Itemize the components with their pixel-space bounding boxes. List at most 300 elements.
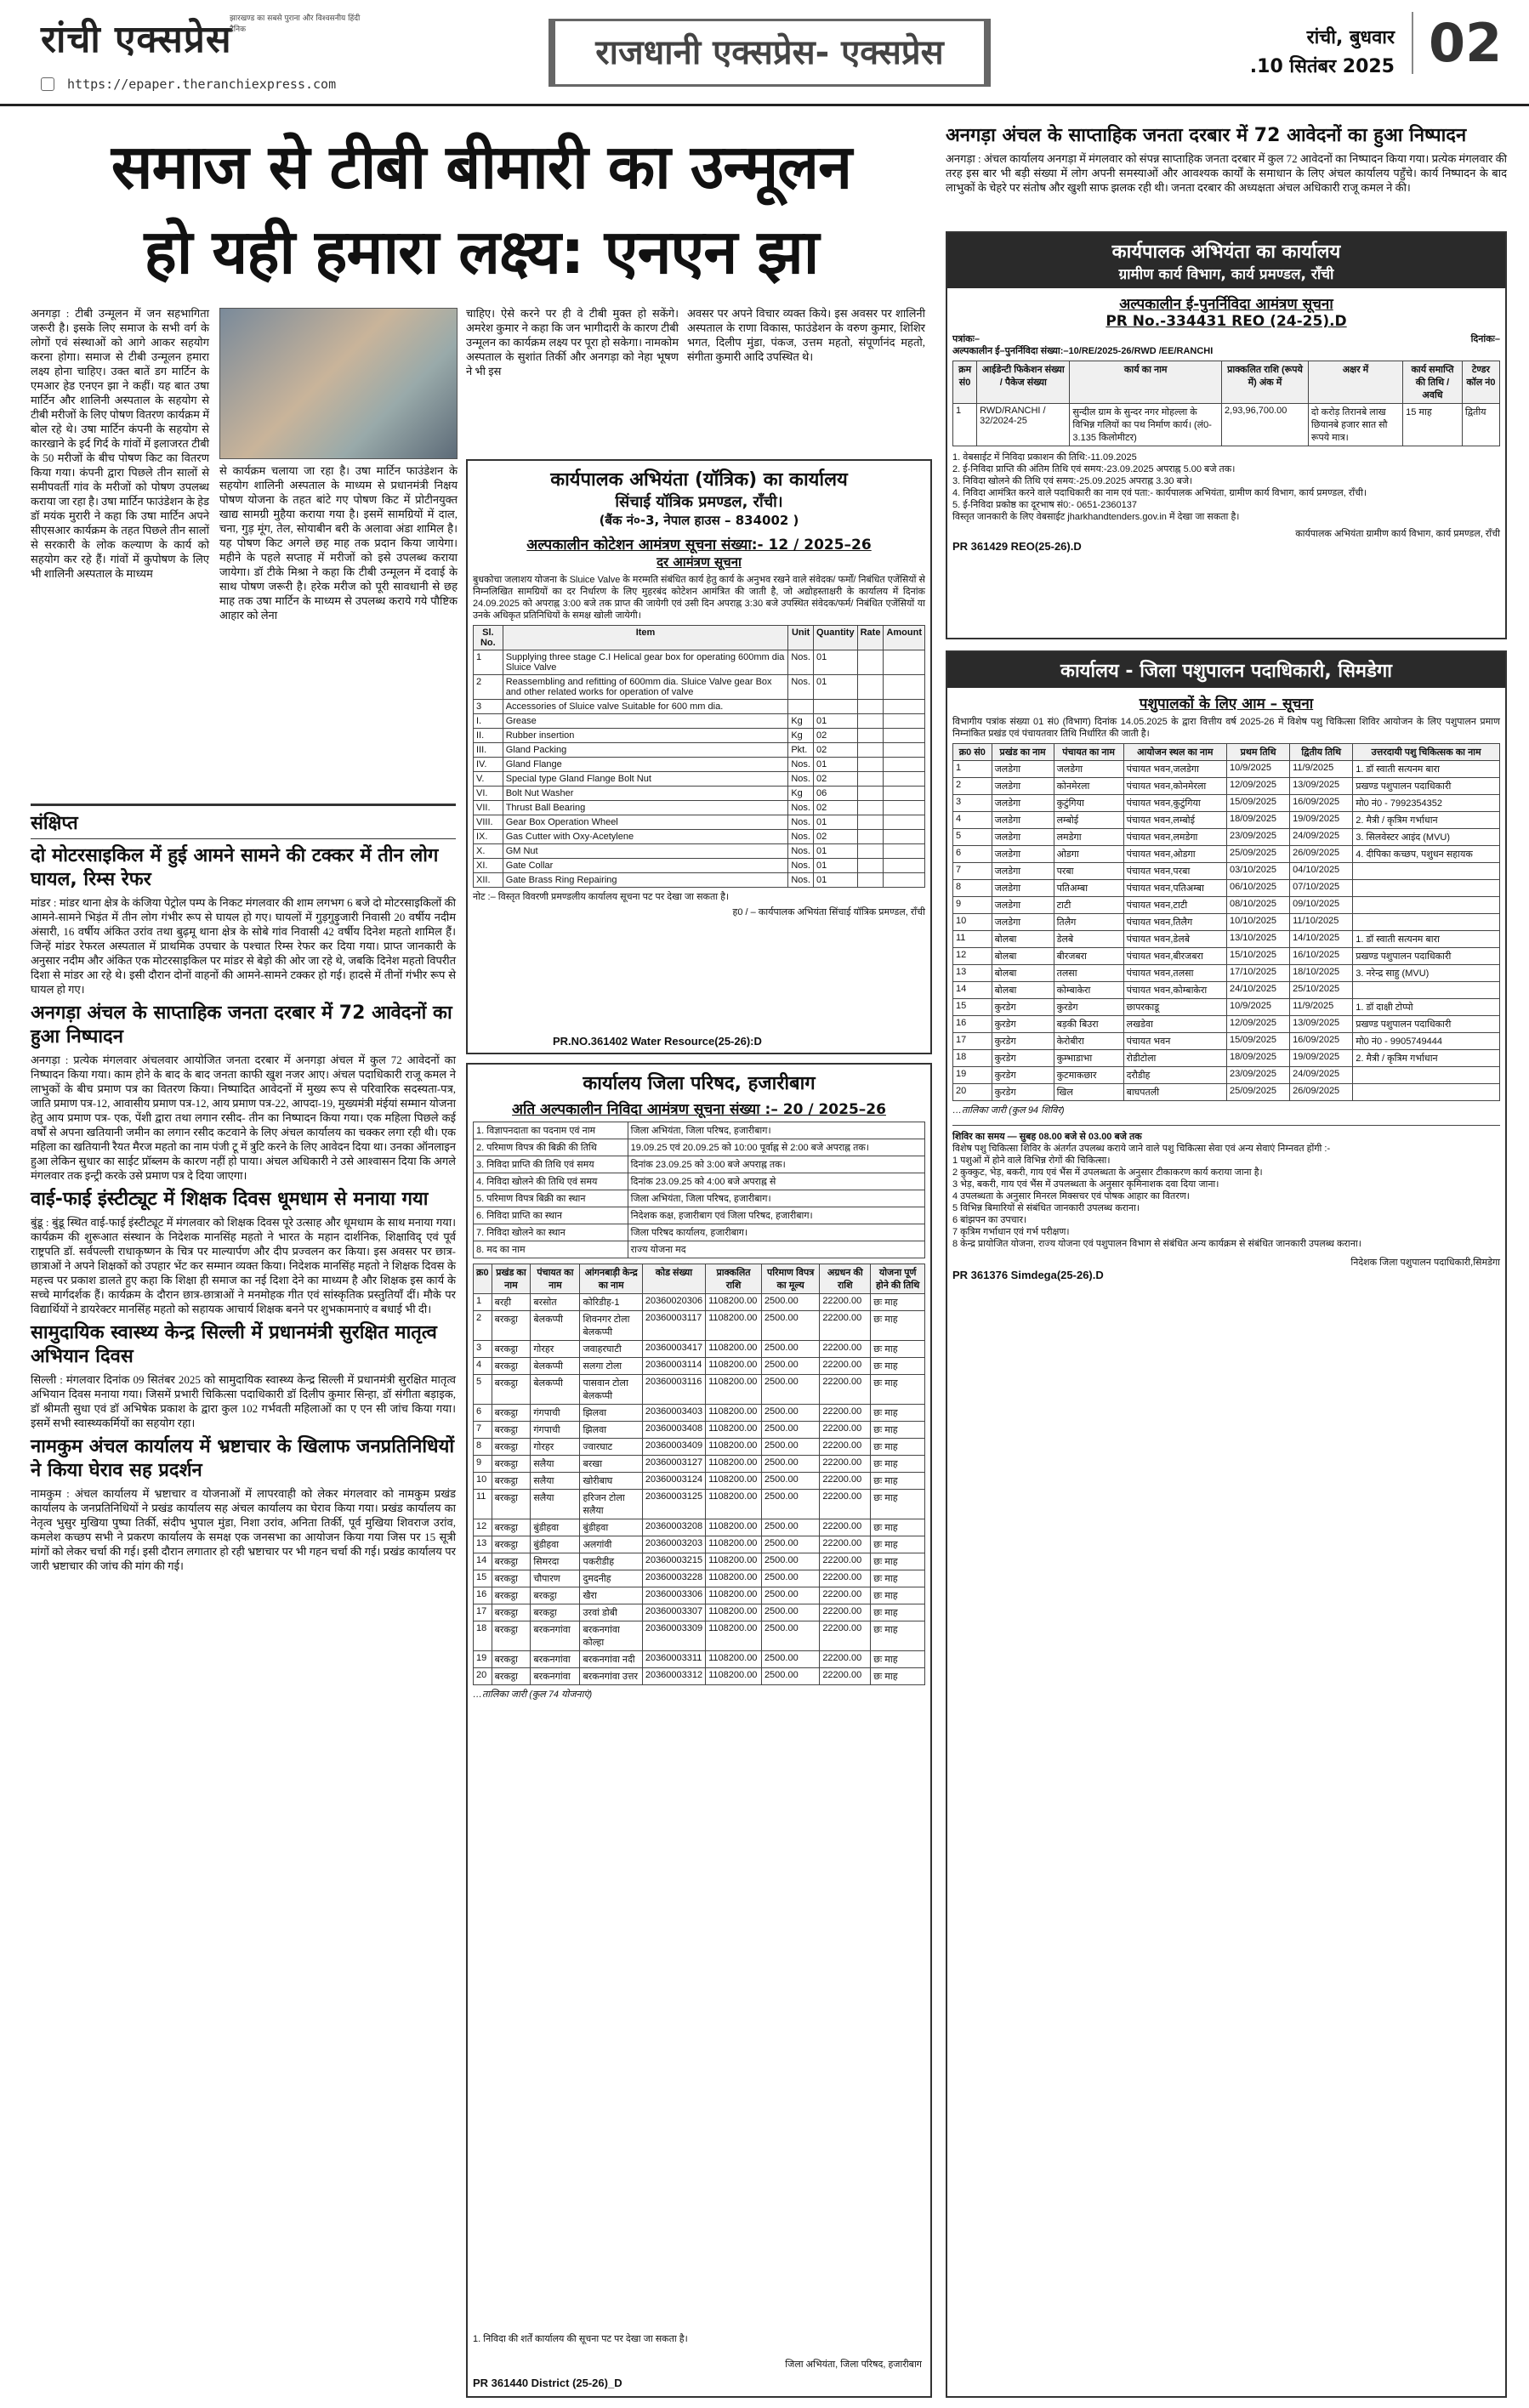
zila-cell: 20360003307 [642,1604,705,1621]
zila-cell: 2500.00 [761,1604,819,1621]
epaper-url[interactable] [41,77,336,92]
zila-cell: 11 [474,1490,492,1519]
ad-zila-footer-note: 1. निविदा की शर्तें कार्यालय की सूचना पट पर देखा जा सकता है। [473,2334,688,2344]
pashu-cell: केरोबीरा [1054,1033,1123,1050]
zila-cell: 1108200.00 [706,1604,762,1621]
zila-detail-label: 5. परिमाण विपत्र बिक्री का स्थान [474,1190,628,1207]
zila-cell: छः माह [871,1341,925,1358]
cot-cell [884,700,925,714]
zila-header: परिमाण विपत्र का मूल्य [761,1264,819,1294]
pashu-cell: 07/10/2025 [1290,880,1353,897]
right-top-body: अनगड़ा : अंचल कार्यालय अनगड़ा में मंगलवार को संपन्न साप्ताहिक जनता दरबार में कुल 72 आवेदनों का निष्पादन किया गया। प्रत्येक मंगलवार की तरह इस बार भी बड़ी संख्या में लोग अपनी समस्याओं और आवश्यक कार्यों के समाधान के लिए अंचल कार्यालय पहुँचे। कार्य निष्पादन के बाद लाभुकों के चेहरे पर संतोष और खुशी साफ झलक रही थी। जनता दरबार की अध्यक्षता अंचल अधिकारी राजू कमल ने की। [946,152,1507,194]
cot-cell: 02 [813,729,857,743]
cot-cell: Nos. [788,873,814,888]
zila-cell: गंगपाची [531,1405,580,1422]
logo-tagline: झारखण्ड का सबसे पुराना और विश्वसनीय हिंदी दैनिक [230,14,361,34]
pashu-cell: 03/10/2025 [1227,863,1290,880]
zila-cell: बरकट्ठा [492,1439,531,1456]
section-banner: राजधानी एक्सप्रेस- एक्सप्रेस [549,19,991,87]
zila-detail-row [474,1224,925,1241]
zila-cell: 17 [474,1604,492,1621]
zila-cell: छः माह [871,1422,925,1439]
pashu-cell: 26/09/2025 [1290,1084,1353,1101]
rwd-header: कार्य का नाम [1070,361,1222,404]
pashu-cell: बड़की बिउरा [1054,1016,1123,1033]
cot-row [474,815,925,830]
zila-detail-value: निदेशक कक्ष, हजारीबाग एवं जिला परिषद, हजारीबाग। [628,1207,924,1224]
brief-body: सिल्ली : मंगलवार दिनांक 09 सितंबर 2025 को सामुदायिक स्वास्थ्य केन्द्र सिल्ली में प्रधानमंत्री सुरक्षित मातृत्व अभियान दिवस मनाया गया। जिसमें प्रभारी चिकित्सा पदाधिकारी डॉ दिलीप कुमार सिन्हा, डॉ संगीता बड़ाइक, डॉ श्रीमती सुधा एवं डॉ अभिषेक प्रकाश के द्वारा कुल 102 गर्भवती महिलाओं का ए एन सी जांच किया गया। इसमें सभी स्वास्थ्यकर्मियों का सहयोग रहा। [31,1373,456,1429]
rwd-point: 5. ई-निविदा प्रकोष्ठ का दूरभाष सं0:- 0651-2360137 [952,500,1138,510]
zila-cell: बरकनगांवा [531,1651,580,1668]
pashu-cell: प्रखण्ड पशुपालन पदाधिकारी [1353,948,1500,965]
zila-cell: 15 [474,1570,492,1587]
zila-cell: गोरहर [531,1341,580,1358]
ad-rwd-ref: PR 361429 REO(25-26).D [952,540,1082,553]
pashu-cell: कुरडेग [992,1033,1054,1050]
pashu-point: 4 उपलब्धता के अनुसार मिनरल मिक्सचर एवं पोषक आहार का वितरण। [952,1191,1190,1201]
cot-cell: 01 [813,675,857,700]
zila-cell: सलैया [531,1490,580,1519]
cot-cell: Gas Cutter with Oxy-Acetylene [503,830,788,844]
ad-pashu-ref: PR 361376 Simdega(25-26).D [952,1269,1104,1281]
cot-cell: 01 [813,844,857,859]
cot-cell [884,859,925,873]
pashu-point: 1 पशुओं में होने वाले विभिन्न रोगों की चिकित्सा। [952,1156,1111,1166]
zila-detail-label: 3. निविदा प्राप्ति की तिथि एवं समय [474,1156,628,1173]
lead-photo [219,308,458,459]
cot-cell [857,772,884,787]
pashu-cell [1353,982,1500,999]
pashu-cell: 16/09/2025 [1290,795,1353,812]
cot-header: Unit [788,626,814,650]
zila-cell: 10 [474,1473,492,1490]
pashu-row [953,914,1500,931]
rwd-point: 2. ई-निविदा प्राप्ति की अंतिम तिथि एवं समय:-23.09.2025 अपराह्न 5.00 बजे तक। [952,464,1236,474]
zila-cell: 22200.00 [820,1536,871,1553]
zila-detail-label: 2. परिमाण विपत्र की बिक्री की तिथि [474,1139,628,1156]
pashu-cell [1353,914,1500,931]
pashu-cell: परबा [1054,863,1123,880]
zila-header: आंगनबाड़ी केन्द्र का नाम [580,1264,642,1294]
cot-cell [857,815,884,830]
zila-cell: 22200.00 [820,1604,871,1621]
ad-pashu-table [952,743,1500,1101]
brief-title: दो मोटरसाइकिल में हुई आमने सामने की टक्कर में तीन लोग घायल, रिम्स रेफर [31,845,439,890]
ad-irrigation-note: नोट :– विस्तृत विवरणी प्रमण्डलीय कार्यालय सूचना पट पर देखा जा सकता है। [473,892,730,902]
zila-cell: 20360003125 [642,1490,705,1519]
pashu-cell: जलडेगा [992,914,1054,931]
cot-header: Sl. No. [474,626,503,650]
pashu-cell: 11/9/2025 [1290,761,1353,778]
pashu-header: प्रथम तिथि [1227,744,1290,761]
pashu-cell: कुरडेग [992,1016,1054,1033]
zila-cell: बरकट्ठा [492,1490,531,1519]
rwd-point: 1. वेबसाईट में निविदा प्रकाशन की तिथि:-11.09.2025 [952,452,1137,463]
pashu-cell: 5 [953,829,992,846]
pashu-cell: 8 [953,880,992,897]
zila-cell: छः माह [871,1490,925,1519]
cot-row [474,873,925,888]
cot-cell: 01 [813,650,857,675]
pashu-cell: तिलैग [1054,914,1123,931]
pashu-cell: बोलबा [992,931,1054,948]
pashu-cell: 12 [953,948,992,965]
pashu-cell: 3. नरेन्द्र साहु (MVU) [1353,965,1500,982]
zila-cell: 2500.00 [761,1651,819,1668]
zila-cell: 22200.00 [820,1439,871,1456]
pashu-cell: 13/09/2025 [1290,1016,1353,1033]
pashu-cell: 18/10/2025 [1290,965,1353,982]
pashu-cell: कुरडेग [992,1084,1054,1101]
cot-row [474,700,925,714]
zila-cell: छः माह [871,1375,925,1405]
cot-cell: 06 [813,787,857,801]
pashu-cell: 13 [953,965,992,982]
cot-cell: Nos. [788,801,814,815]
pashu-cell: जलडेगा [992,846,1054,863]
pashu-cell: 14/10/2025 [1290,931,1353,948]
zila-cell: 22200.00 [820,1405,871,1422]
cot-header: Amount [884,626,925,650]
pashu-point: 3 भेड़, बकरी, गाय एवं भैंस में उपलब्धता के अनुसार कृमिनाशक दवा दिया जाना। [952,1179,1219,1190]
zila-cell: 22200.00 [820,1668,871,1685]
pashu-cell: कुम्भाडाभा [1054,1050,1123,1067]
zila-cell: 2500.00 [761,1473,819,1490]
pashu-cell: बीरजबरा [1054,948,1123,965]
zila-cell: छः माह [871,1456,925,1473]
cot-cell [857,650,884,675]
zila-cell: छः माह [871,1668,925,1685]
cot-cell: Reassembling and refitting of 600mm dia. Sluice Valve gear Box and other related works for operation of valve [503,675,788,700]
cot-row [474,743,925,758]
zila-row [474,1570,925,1587]
zila-cell: बरकट्ठा [492,1604,531,1621]
pashu-cell: जलडेगा [992,812,1054,829]
cot-cell: VII. [474,801,503,815]
cot-cell [884,787,925,801]
zila-header: अग्रधन की राशि [820,1264,871,1294]
brief-item [31,844,456,997]
pashu-cell: कुरडेग [992,999,1054,1016]
rwd-point: विस्तृत जानकारी के लिए वेबसाईट jharkhandtenders.gov.in में देखा जा सकता है। [952,512,1240,522]
zila-cell: 22200.00 [820,1473,871,1490]
lead-col-2: से कार्यक्रम चलाया जा रहा है। उषा मार्टिन फाउंडेशन के सहयोग शालिनी अस्पताल के माध्यम से प्रधानमंत्री निक्षय पोषण योजना के तहत बांटे गए पोषण किट में प्रोटीनयुक्त खाद्य सामग्री मुहैया कराया गया है। इसमें सामग्रियों में दाल, चना, गुड़ मूंग, तेल, सोयाबीन बरी के अलावा अंडा शामिल है। यह पोषण किट अगले छह माह तक प्रदान किया जायेगा। महीने के पहले सप्ताह में मरीजों को इसे उपलब्ध कराया जायेगा। डॉ टीके मिश्रा ने कहा कि टीबी उन्मूलन में दवाई के साथ पोषण जरूरी है। हरेक मरीज को पूरी सावधानी से छह माह तक उषा मार्टिन के माध्यम से उपलब्ध कराये गये पौष्टिक आहार को लेना [219,464,458,622]
zila-cell: उरवां डोबी [580,1604,642,1621]
cot-cell: Rubber insertion [503,729,788,743]
zila-cell: छः माह [871,1405,925,1422]
pashu-cell: 2 [953,778,992,795]
zila-cell: गंगपाची [531,1422,580,1439]
zila-cell: 22200.00 [820,1422,871,1439]
cot-cell: Accessories of Sluice valve Suitable for 600 mm dia. [503,700,788,714]
zila-cell: बरकनगांवा उत्तर [580,1668,642,1685]
cot-row [474,772,925,787]
pashu-cell: 23/09/2025 [1227,829,1290,846]
zila-cell: 1 [474,1294,492,1311]
zila-cell: बरकट्ठा [492,1570,531,1587]
pashu-cell: बोलबा [992,965,1054,982]
pashu-cell: 3. सिलवेस्टर आइंद (MVU) [1353,829,1500,846]
pashu-cell: पंचायत भवन,कोम्बाकेरा [1123,982,1226,999]
zila-row [474,1439,925,1456]
pashu-cell: पंचायत भवन [1123,1033,1226,1050]
pashu-cell: कुरडेग [992,1050,1054,1067]
cot-cell: Nos. [788,830,814,844]
pashu-cell: कोम्बाकेरा [1054,982,1123,999]
zila-cell: 22200.00 [820,1294,871,1311]
ad-rwd-title: कार्यपालक अभियंता का कार्यालय [1111,241,1341,263]
cot-cell [884,830,925,844]
cot-cell: IV. [474,758,503,772]
cot-cell [884,772,925,787]
pashu-cell: 11 [953,931,992,948]
pashu-cell: दरौडीह [1123,1067,1226,1084]
cot-cell: V. [474,772,503,787]
rwd-cell: सुन्दील ग्राम के सुन्दर नगर मोहल्ला के विभिन्न गलियों का पथ निर्माण कार्य। (लं0-3.135 किलोमीटर) [1070,404,1222,446]
cot-cell: III. [474,743,503,758]
pashu-cell: रोडीटोला [1123,1050,1226,1067]
zila-cell: 2500.00 [761,1587,819,1604]
cot-row [474,787,925,801]
zila-cell: 20 [474,1668,492,1685]
zila-cell: 18 [474,1621,492,1651]
cot-cell [813,700,857,714]
pashu-cell: 12/09/2025 [1227,778,1290,795]
epaper-url-text[interactable]: https://epaper.theranchiexpress.com [67,77,337,92]
ad-zila-details [473,1122,925,1258]
zila-cell: 3 [474,1341,492,1358]
zila-cell: 1108200.00 [706,1405,762,1422]
pashu-cell: 24/09/2025 [1290,829,1353,846]
ad-irrigation-title: कार्यपालक अभियंता (यॉत्रिक) का कार्यालय [550,469,848,491]
pashu-row [953,846,1500,863]
zila-header: क्र0 [474,1264,492,1294]
pashu-cell: 26/09/2025 [1290,846,1353,863]
pashu-header: उत्तरदायी पशु चिकित्सक का नाम [1353,744,1500,761]
rwd-point: 3. निविदा खोलने की तिथि एवं समय:-25.09.2025 अपराह्न 3.30 बजे। [952,476,1193,486]
zila-detail-row [474,1173,925,1190]
pashu-row [953,948,1500,965]
zila-row [474,1604,925,1621]
zila-cell: 2500.00 [761,1570,819,1587]
zila-cell: 2500.00 [761,1375,819,1405]
zila-row [474,1519,925,1536]
zila-row [474,1294,925,1311]
zila-cell: खोरीबाघ [580,1473,642,1490]
pashu-row [953,812,1500,829]
cot-cell: Nos. [788,758,814,772]
pashu-cell: 1. डॉ स्वाती सत्यनम बारा [1353,761,1500,778]
pashu-cell [1353,863,1500,880]
pashu-cell: बोलबा [992,948,1054,965]
rwd-cell: 2,93,96,700.00 [1222,404,1309,446]
zila-cell: 1108200.00 [706,1456,762,1473]
zila-cell: बरकट्ठा [492,1651,531,1668]
pashu-cell: 13/09/2025 [1290,778,1353,795]
rwd-cell: 15 माह [1403,404,1463,446]
pashu-cell: लम्बोई [1054,812,1123,829]
cot-cell [857,743,884,758]
brief-body: मांडर : मांडर थाना क्षेत्र के कंजिया पेट्रोल पम्प के निकट मंगलवार की शाम लगभग 6 बजे दो मोटरसाइकिलों की आमने-सामने भिड़ंत में तीन लोग गंभीर रूप से घायल हो गए। घायलों में गुड़गुड़ुजारी निवासी 20 वर्षीय नदीम अंसारी, 16 वर्षीय अंकित उरांव तथा बुढ़मू थाना क्षेत्र के सोबे गांव निवासी 42 वर्षीय दिनेश महतो शामिल हैं। जिन्हें मांडर रेफरल अस्पताल में प्राथमिक उपचार के पश्चात रिम्स रेफर कर दिया गया। प्राप्त जानकारी के अनुसार नदीम और अंकित एक मोटरसाइकिल पर मांडर से बेड़ो की ओर जा रहे थे, जबकि दिनेश महतो विपरीत दिशा से मांडर आ रहे थे। इसी दौरान दोनों वाहनों की आमने-सामने टक्कर हो गई। हादसे में तीनों गंभीर रूप से घायल हो गए। [31,896,456,996]
pashu-point: 5 विभिन्न बिमारियों से संबंधित जानकारी उपलब्ध कराना। [952,1203,1140,1213]
cot-row [474,729,925,743]
cot-cell [857,700,884,714]
pashu-cell: पंचायत भवन,जलडेगा [1123,761,1226,778]
ad-rwd-patrank: पत्रांकः– [952,334,980,344]
rwd-header: अक्षर में [1308,361,1402,404]
zila-row [474,1341,925,1358]
pashu-cell: 4. दीपिका कच्छप, पशुधन सहायक [1353,846,1500,863]
ad-zila-rows-note: …तालिका जारी (कुल 74 योजनाएं) [473,1690,593,1700]
cot-cell: Gate Brass Ring Repairing [503,873,788,888]
pashu-row [953,778,1500,795]
zila-cell: झिलवा [580,1422,642,1439]
zila-cell: अलगांवी [580,1536,642,1553]
zila-cell: 20360003114 [642,1358,705,1375]
zila-row [474,1621,925,1651]
zila-cell: 2500.00 [761,1422,819,1439]
zila-cell: 2500.00 [761,1536,819,1553]
pashu-cell: 10/9/2025 [1227,999,1290,1016]
cot-cell: Bolt Nut Washer [503,787,788,801]
brief-item [31,1002,456,1183]
newspaper-logo: रांची एक्सप्रेस [41,18,232,61]
briefs-list [31,844,456,1573]
cot-cell [884,873,925,888]
pashu-cell: 09/10/2025 [1290,897,1353,914]
zila-cell: बरकनगांवा कोल्हा [580,1621,642,1651]
zila-cell: बरखा [580,1456,642,1473]
pashu-cell: जलडेगा [992,778,1054,795]
pashu-cell: 17/10/2025 [1227,965,1290,982]
zila-row [474,1536,925,1553]
cot-cell [857,801,884,815]
cot-cell [857,873,884,888]
pashu-cell: 08/10/2025 [1227,897,1290,914]
ad-pashu-footer-title: शिविर का समय — सुबह 08.00 बजे से 03.00 बजे तक [952,1125,1500,1143]
cot-cell: Nos. [788,844,814,859]
pashu-cell: प्रखण्ड पशुपालन पदाधिकारी [1353,1016,1500,1033]
cot-cell [884,729,925,743]
cot-cell: Kg [788,787,814,801]
pashu-cell: 19/09/2025 [1290,1050,1353,1067]
cot-cell: Nos. [788,772,814,787]
zila-row [474,1358,925,1375]
rwd-cell: 1 [953,404,977,446]
zila-cell: छः माह [871,1536,925,1553]
zila-cell: बरकट्ठा [492,1587,531,1604]
zila-detail-value: जिला परिषद कार्यालय, हजारीबाग। [628,1224,924,1241]
lead-col-4: अवसर पर अपने विचार व्यक्त किये। इस अवसर पर शालिनी अस्पताल के राणा विकास, फाउंडेशन के वरुण कुमार, शिशिर भगत, दिलीप मुंडा, पंकज, उत्तम महतो, संपूर्णानंद महतो, संगीता कुमारी आदि उपस्थित थे। [687,307,925,363]
cot-cell: I. [474,714,503,729]
pashu-cell: कुटुंगिया [1054,795,1123,812]
pashu-cell: 14 [953,982,992,999]
zila-cell: 1108200.00 [706,1570,762,1587]
zila-cell: 12 [474,1519,492,1536]
brief-title: वाई-फाई इंस्टीट्यूट में शिक्षक दिवस धूमधाम से मनाया गया [31,1189,429,1210]
zila-cell: बरसोत [531,1294,580,1311]
ad-rwd-notice: अल्पकालीन ई-पुनर्निविदा आमंत्रण सूचना [1119,296,1333,313]
pashu-cell: 3 [953,795,992,812]
zila-cell: 20360003208 [642,1519,705,1536]
cot-row [474,714,925,729]
zila-cell: छः माह [871,1519,925,1536]
ad-pashu-footer-points [952,1143,1500,1250]
zila-cell: 1108200.00 [706,1587,762,1604]
zila-row [474,1553,925,1570]
pashu-cell: जलडेगा [1054,761,1123,778]
pashu-cell: पंचायत भवन,टाटी [1123,897,1226,914]
zila-cell: 7 [474,1422,492,1439]
pashu-cell: पंचायत भवन,तिलैग [1123,914,1226,931]
zila-cell: 1108200.00 [706,1311,762,1341]
cot-cell [857,844,884,859]
zila-cell: सिमरदा [531,1553,580,1570]
pashu-cell: छापरकाडू [1123,999,1226,1016]
zila-cell: बरकट्ठा [531,1587,580,1604]
cot-cell: Thrust Ball Bearing [503,801,788,815]
lead-col-3: चाहिए। ऐसे करने पर ही वे टीबी मुक्त हो सकेंगे। अमरेश कुमार ने कहा कि जन भागीदारी के कारण टीबी उन्मूलन का कार्यक्रम लक्ष्य पर पूरा हो सकेगा। नामकोम अस्पताल के सुशांत तिर्की और अनगड़ा को नेहा भूषण ने भी इस [466,307,679,378]
pashu-cell: 11/9/2025 [1290,999,1353,1016]
zila-cell: 5 [474,1375,492,1405]
cot-row [474,844,925,859]
zila-cell: 1108200.00 [706,1375,762,1405]
pashu-cell: 18/09/2025 [1227,1050,1290,1067]
cot-cell: 01 [813,758,857,772]
zila-cell: बेलकप्पी [531,1375,580,1405]
zila-cell: बरकट्ठा [492,1341,531,1358]
pashu-cell: 2. मैत्री / कृत्रिम गर्भाधान [1353,812,1500,829]
pashu-cell: पंचायत भवन,लम्बोई [1123,812,1226,829]
zila-cell: 2500.00 [761,1405,819,1422]
brief-body: अनगड़ा : प्रत्येक मंगलवार अंचलवार आयोजित जनता दरबार में अनगड़ा अंचल में कुल 72 आवेदनों का निष्पादन किया गया। काम होने के बाद के बाद जनता काफी खुश नजर आए। अंचल पदाधिकारी राजू कमल ने लाभुकों के बीच प्रमाण पत्र का वितरण किया। निष्पादित आवेदनों में मुख्य रूप से परिवारिक सदस्यता-पत्र, जाति प्रमाण पत्र-12, आवासीय प्रमाण पत्र-12, आय प्रमाण पत्र-22, आपदा-19, मुख्यमंत्री मंईयां सम्मान योजना हेतु आय प्रमाण पत्र- एक, पेंशी द्वारा तथा लगान रसीद- तीन का निष्पादन किया गया। एक महिला पिछले कई वर्षों से अपना खतियानी जमीन का लगान रसीद कटवाने के लिए अंचल कार्यालय का चक्कर लगा रही थी। एक महिला का खतियानी रैयत मैरज महतो का नाम पंजी टू में त्रुटि करने के लिए आवेदन दिया था। उनका ऑनलाइन हुआ लेकिन सुधार का साईट प्रॉब्लम के कारण नहीं हो पाया। अंचल अधिकारी ने उसे आश्वासन दिया कि अगले मंगलवार तक इन्ट्री करके उसे प्रमाण पत्र दे दिया जाएगा। [31,1054,456,1182]
ad-rwd-signature: कार्यपालक अभियंता ग्रामीण कार्य विभाग, कार्य प्रमण्डल, राँची [1295,529,1500,539]
pashu-cell: मो0 नं0 - 9905749444 [1353,1033,1500,1050]
zila-cell: छः माह [871,1358,925,1375]
pashu-cell: 1. डॉ दाक्षी टोप्पो [1353,999,1500,1016]
zila-header: योजना पूर्ण होने की तिथि [871,1264,925,1294]
pashu-row [953,965,1500,982]
zila-cell: 2500.00 [761,1519,819,1536]
zila-cell: छः माह [871,1587,925,1604]
page-number: 02 [1412,12,1502,74]
pashu-header: द्वितीय तिथि [1290,744,1353,761]
zila-detail-row [474,1241,925,1258]
rwd-header: टेण्डर कॉल नं0 [1462,361,1499,404]
pashu-row [953,863,1500,880]
zila-row [474,1311,925,1341]
cot-cell: XII. [474,873,503,888]
ad-pashu-intro: विभागीय पत्रांक संख्या 01 सं0 (विभाग) दिनांक 14.05.2025 के द्वारा वित्तीय वर्ष 2025-26 में विशेष पशु चिकित्सा शिविर आयोजन के लिए पशुपालन प्रमाण निम्नांकित प्रखंड एवं पंचायतवार तिथि निर्धारित की जाती है। [952,717,1500,739]
pashu-point: 8 केन्द्र प्रायोजित योजना, राज्य योजना एवं पशुपालन विभाग से संबंधित अन्य कार्यक्रम से संबंधित जानकारी उपलब्ध कराना। [952,1239,1361,1249]
cot-cell [857,675,884,700]
zila-cell: सलैया [531,1456,580,1473]
cot-cell [884,650,925,675]
zila-detail-value: जिला अभियंता, जिला परिषद, हजारीबाग। [628,1190,924,1207]
zila-header: पंचायत का नाम [531,1264,580,1294]
ad-rwd-points [952,452,1500,523]
zila-detail-value: राज्य योजना मद [628,1241,924,1258]
cot-cell: 01 [813,859,857,873]
right-top-title: अनगड़ा अंचल के साप्ताहिक जनता दरबार में 72 आवेदनों का हुआ निष्पादन [946,125,1467,146]
zila-cell: 20360003309 [642,1621,705,1651]
pashu-cell: 6 [953,846,992,863]
pashu-cell: 7 [953,863,992,880]
pashu-cell: 18 [953,1050,992,1067]
zila-cell: 22200.00 [820,1519,871,1536]
zila-cell: बरकट्ठा [492,1536,531,1553]
zila-cell: 9 [474,1456,492,1473]
